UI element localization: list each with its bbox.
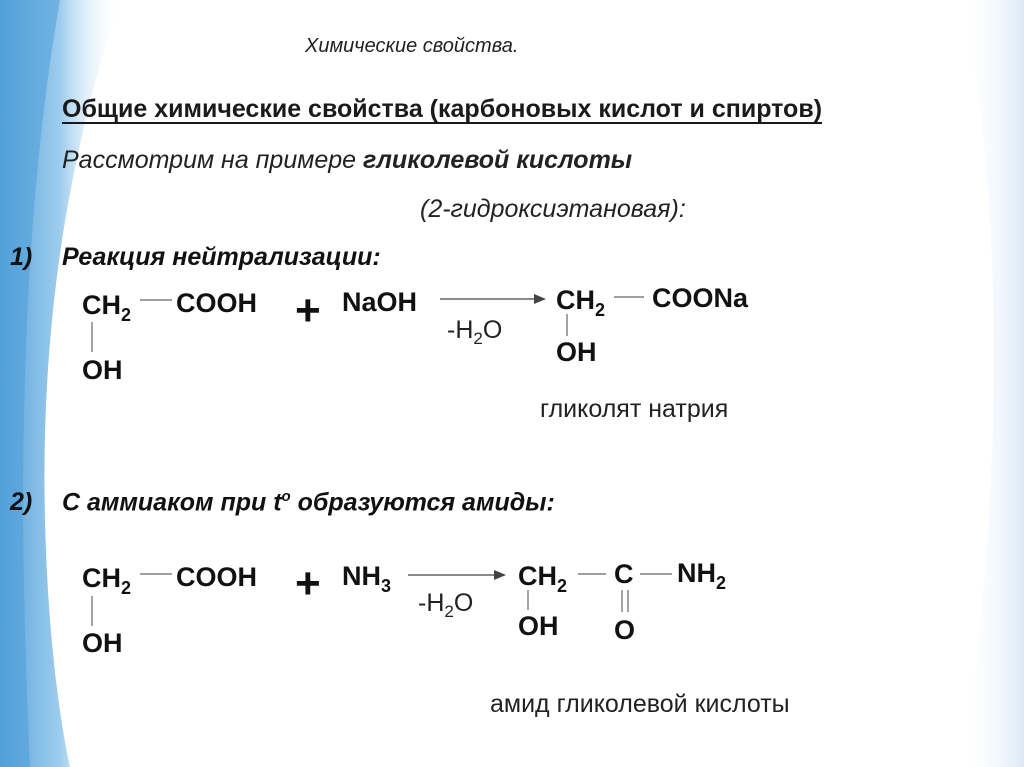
r2-plus-sign: + (295, 559, 321, 608)
r1-reactant-cooh: COOH (176, 288, 257, 318)
r2-reactant-oh: OH (82, 628, 123, 658)
r1-product-ch2: $CH_2$ (556, 285, 606, 320)
section-2-title-sup: о (281, 488, 291, 505)
section-1-number: 1) (10, 243, 33, 271)
intro-example (62, 146, 632, 175)
r1-product-caption: гликолят натрия (540, 395, 729, 423)
section-2-number: 2) (10, 488, 33, 517)
r1-product-coona: COONa (652, 283, 749, 313)
intro-example-acid: гликолевой кислоты (363, 146, 633, 174)
r2-product-oh: OH (518, 611, 559, 641)
intro-iupac-name: (2-гидроксиэтановая): (420, 195, 686, 223)
section-2-title-end: образуются амиды: (290, 488, 555, 517)
r1-plus-sign: + (295, 286, 321, 335)
r2-water-label: $-H_2O$ (418, 589, 474, 621)
r1-water-label: $-H_2O$ (447, 316, 503, 348)
intro-example-prefix: Рассмотрим на примере (62, 146, 364, 174)
r2-product-c: C (614, 559, 634, 589)
intro-title: Общие химические свойства (карбоновых кислот и спиртов) (62, 95, 823, 123)
r1-product-oh: OH (556, 337, 597, 367)
r2-product-ch2: $CH_2$ (518, 561, 568, 596)
r2-product-caption: амид гликолевой кислоты (490, 690, 790, 718)
section-1-heading (10, 243, 381, 272)
r2-reagent-nh3: $NH_3$ (342, 561, 392, 596)
r2-product-nh2: $NH_2$ (677, 558, 727, 593)
r1-reactant-ch2: $CH_2$ (82, 290, 132, 325)
section-2-title: С аммиаком при t (62, 488, 282, 517)
r2-reactant-ch2: $CH_2$ (82, 563, 132, 598)
slide-header: Химические свойства. (305, 35, 519, 57)
r2-reactant-cooh: COOH (176, 562, 257, 592)
section-1-title: Реакция нейтрализации: (62, 243, 381, 271)
r2-product-o: O (614, 615, 636, 645)
r1-reactant-oh: OH (82, 355, 123, 385)
section-2-heading (10, 488, 555, 517)
r1-reagent-naoh: NaOH (342, 287, 418, 317)
